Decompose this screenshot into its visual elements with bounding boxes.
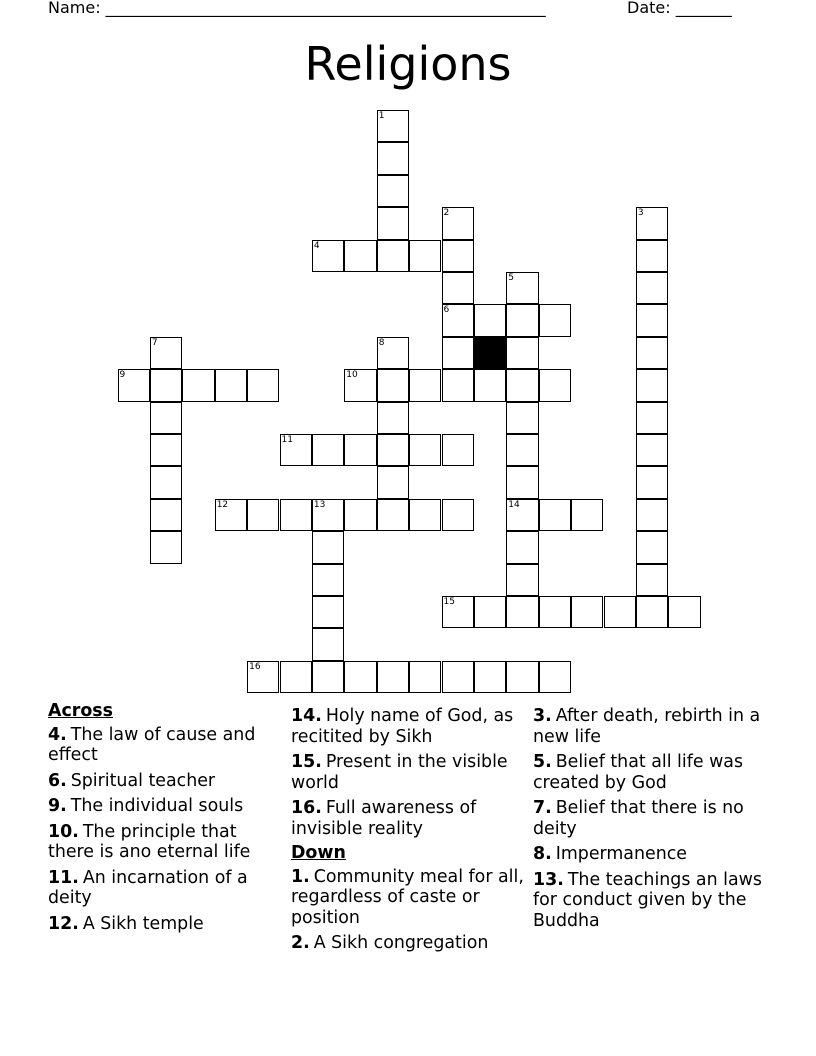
grid-cell[interactable] <box>312 434 344 466</box>
grid-cell[interactable] <box>312 628 344 660</box>
clue-item <box>533 870 773 932</box>
clue-item <box>48 868 288 909</box>
grid-cell[interactable] <box>636 531 668 563</box>
clue-number: 3. <box>533 706 552 726</box>
black-cell <box>474 337 506 369</box>
grid-cell[interactable] <box>409 499 441 531</box>
clue-text: Belief that all life was created by God <box>533 752 744 793</box>
clue-number: 10. <box>48 821 79 842</box>
grid-cell[interactable] <box>571 499 603 531</box>
grid-cell[interactable] <box>150 499 182 531</box>
clue-text: Impermanence <box>555 844 687 864</box>
clue-number: 8. <box>533 844 552 864</box>
grid-cell[interactable] <box>377 661 409 693</box>
cell-number: 7 <box>151 337 158 348</box>
clue-number: 15. <box>291 752 322 772</box>
grid-cell[interactable] <box>377 434 409 466</box>
cell-number: 15 <box>443 597 455 607</box>
clue-item <box>48 771 288 792</box>
cell-number: 14 <box>508 499 520 510</box>
cell-number: 1 <box>378 111 385 121</box>
grid-cell[interactable] <box>150 402 182 434</box>
grid-cell[interactable] <box>150 531 182 563</box>
grid-cell[interactable] <box>312 661 344 693</box>
clue-item <box>291 752 531 793</box>
grid-cell[interactable] <box>312 531 344 563</box>
cell-number: 4 <box>313 240 320 251</box>
clue-item <box>533 844 773 865</box>
clues-column-2 <box>291 701 531 954</box>
grid-cell[interactable] <box>668 596 700 628</box>
grid-cell[interactable] <box>636 596 668 628</box>
grid-cell[interactable] <box>442 272 474 304</box>
grid-cell[interactable] <box>636 499 668 531</box>
grid-cell[interactable] <box>636 337 668 369</box>
grid-cell[interactable] <box>506 564 538 596</box>
grid-cell[interactable] <box>442 434 474 466</box>
grid-cell[interactable] <box>636 240 668 272</box>
clue-text: Spiritual teacher <box>70 770 216 791</box>
grid-cell[interactable] <box>636 466 668 498</box>
clue-number: 2. <box>291 933 310 953</box>
grid-cell[interactable] <box>506 596 538 628</box>
grid-cell[interactable] <box>474 596 506 628</box>
grid-cell[interactable] <box>636 304 668 336</box>
grid-cell[interactable] <box>312 564 344 596</box>
grid-cell[interactable] <box>571 596 603 628</box>
grid-cell[interactable] <box>215 369 247 401</box>
clue-text: A Sikh temple <box>82 913 204 934</box>
clue-text: The individual souls <box>70 796 244 816</box>
grid-cell[interactable] <box>506 434 538 466</box>
clue-heading: Down <box>291 843 346 863</box>
clue-item <box>533 752 773 793</box>
grid-cell[interactable] <box>280 661 312 693</box>
clue-text: Full awareness of invisible reality <box>291 798 477 839</box>
grid-cell[interactable] <box>636 434 668 466</box>
grid-cell[interactable] <box>506 369 538 401</box>
clue-number: 13. <box>533 869 564 890</box>
cell-number: 3 <box>637 208 644 219</box>
grid-cell[interactable] <box>377 402 409 434</box>
grid-cell[interactable] <box>182 369 214 401</box>
clue-text: The teachings an laws for conduct given by the Buddha <box>533 869 762 931</box>
clue-item <box>291 706 531 747</box>
grid-cell[interactable] <box>636 564 668 596</box>
clue-text: The law of cause and effect <box>48 724 256 765</box>
clue-item <box>48 914 288 935</box>
clue-heading: Across <box>48 701 113 721</box>
cell-number: 10 <box>346 370 358 381</box>
cell-number: 13 <box>313 499 326 510</box>
clue-item <box>48 796 288 817</box>
clue-number: 5. <box>533 752 552 772</box>
grid-cell[interactable] <box>636 369 668 401</box>
page-title: Religions <box>304 37 512 91</box>
grid-cell[interactable] <box>442 337 474 369</box>
grid-cell[interactable] <box>442 661 474 693</box>
grid-cell[interactable] <box>506 531 538 563</box>
clue-item <box>533 798 773 839</box>
name-field[interactable]: Name: _______________________________________________________ <box>48 0 546 17</box>
clue-item <box>48 725 288 766</box>
grid-cell[interactable] <box>409 369 441 401</box>
clue-number: 16. <box>291 798 322 818</box>
grid-cell[interactable] <box>377 240 409 272</box>
grid-cell[interactable] <box>636 402 668 434</box>
grid-cell[interactable] <box>280 499 312 531</box>
clues-column-1 <box>48 701 288 934</box>
grid-cell[interactable] <box>636 272 668 304</box>
cell-number: 6 <box>443 305 450 316</box>
date-field[interactable]: Date: _______ <box>627 0 732 17</box>
grid-cell[interactable] <box>377 466 409 498</box>
grid-cell[interactable] <box>539 596 571 628</box>
clue-item <box>48 822 288 863</box>
grid-cell[interactable] <box>506 304 538 336</box>
grid-cell[interactable] <box>474 304 506 336</box>
grid-cell[interactable] <box>604 596 636 628</box>
grid-cell[interactable] <box>506 402 538 434</box>
clue-text: An incarnation of a deity <box>48 867 248 908</box>
cell-number: 12 <box>216 499 229 510</box>
grid-cell[interactable] <box>442 369 474 401</box>
cell-number: 11 <box>281 435 293 445</box>
grid-cell[interactable] <box>344 499 376 531</box>
clues-column-3 <box>533 701 773 931</box>
grid-cell[interactable] <box>344 240 376 272</box>
grid-cell[interactable] <box>312 596 344 628</box>
clue-number: 7. <box>533 798 552 818</box>
grid-cell[interactable] <box>409 240 441 272</box>
clue-number: 12. <box>48 913 79 934</box>
clue-number: 9. <box>48 796 67 816</box>
clue-text: The principle that there is ano eternal life <box>48 821 251 862</box>
grid-cell[interactable] <box>474 369 506 401</box>
grid-cell[interactable] <box>409 661 441 693</box>
grid-cell[interactable] <box>506 661 538 693</box>
clue-item <box>533 706 773 747</box>
clue-text: After death, rebirth in a new life <box>533 706 761 747</box>
clue-number: 1. <box>291 866 310 887</box>
clue-text: Holy name of God, as recitited by Sikh <box>291 706 514 747</box>
clue-text: Belief that there is no deity <box>533 798 744 839</box>
cell-number: 9 <box>119 370 126 381</box>
grid-cell[interactable] <box>377 369 409 401</box>
clue-text: A Sikh congregation <box>313 933 489 953</box>
grid-cell[interactable] <box>150 369 182 401</box>
clue-number: 11. <box>48 867 79 888</box>
cell-number: 8 <box>378 337 385 348</box>
cell-number: 16 <box>249 661 261 672</box>
grid-cell[interactable] <box>506 337 538 369</box>
clue-number: 14. <box>291 706 322 726</box>
grid-cell[interactable] <box>150 466 182 498</box>
grid-cell[interactable] <box>377 499 409 531</box>
grid-cell[interactable] <box>409 434 441 466</box>
cell-number: 2 <box>443 208 450 219</box>
grid-cell[interactable] <box>344 434 376 466</box>
clue-number: 6. <box>48 770 67 791</box>
grid-cell[interactable] <box>150 434 182 466</box>
grid-cell[interactable] <box>247 369 279 401</box>
clue-item <box>291 933 531 954</box>
grid-cell[interactable] <box>247 499 279 531</box>
grid-cell[interactable] <box>377 142 409 174</box>
grid-cell[interactable] <box>506 466 538 498</box>
grid-cell[interactable] <box>539 369 571 401</box>
grid-cell[interactable] <box>442 499 474 531</box>
cell-number: 5 <box>508 273 515 283</box>
clue-item <box>291 798 531 839</box>
grid-cell[interactable] <box>539 304 571 336</box>
grid-cell[interactable] <box>539 661 571 693</box>
grid-cell[interactable] <box>442 240 474 272</box>
clue-item <box>291 867 531 929</box>
grid-cell[interactable] <box>377 207 409 239</box>
clue-text: Community meal for all, regardless of caste or position <box>291 866 524 928</box>
grid-cell[interactable] <box>344 661 376 693</box>
clue-number: 4. <box>48 724 67 745</box>
clue-text: Present in the visible world <box>291 752 508 793</box>
grid-cell[interactable] <box>539 499 571 531</box>
grid-cell[interactable] <box>474 661 506 693</box>
grid-cell[interactable] <box>377 175 409 207</box>
